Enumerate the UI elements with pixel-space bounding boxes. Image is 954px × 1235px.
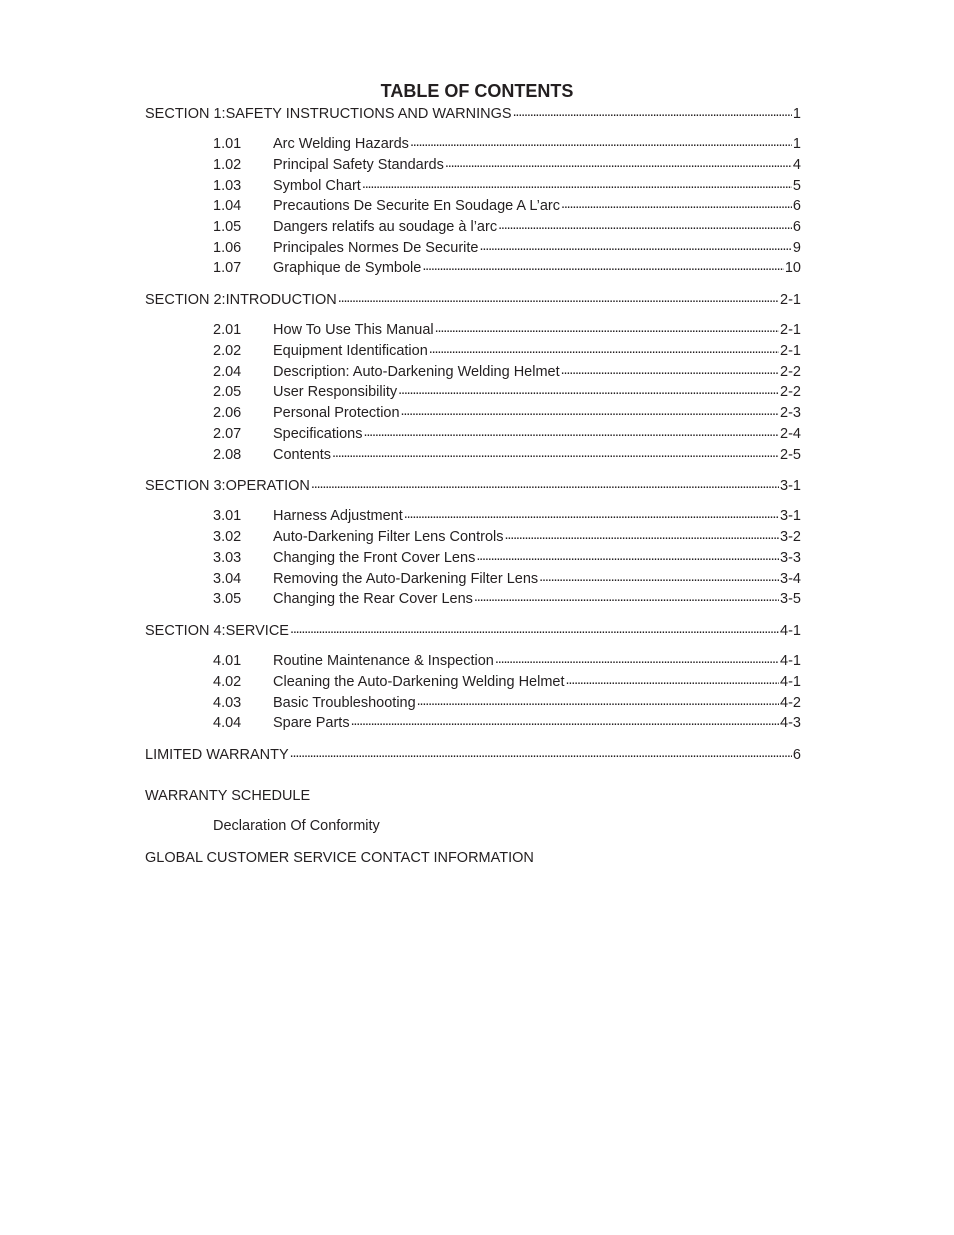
page-title: TABLE OF CONTENTS — [380, 81, 574, 101]
dot-leader — [410, 136, 792, 148]
toc-entry[interactable] — [145, 693, 801, 714]
toc-page — [145, 78, 801, 868]
toc-entry[interactable] — [145, 155, 801, 176]
page-number: 2-2 — [780, 363, 801, 380]
page-number: 4-1 — [780, 653, 801, 670]
toc-entry[interactable] — [145, 258, 801, 279]
dot-leader — [474, 591, 779, 603]
toc-entry[interactable] — [145, 362, 801, 383]
page-number: 4 — [792, 156, 801, 173]
toc-warranty-schedule[interactable]: WARRANTY SCHEDULE — [145, 787, 311, 804]
entry-number: 4.02 — [213, 673, 242, 690]
page-number: 2-1 — [780, 322, 801, 339]
toc-entry[interactable] — [145, 403, 801, 424]
entry-label: Arc Welding Hazards — [273, 136, 409, 153]
section-label: SECTION 2:INTRODUCTION — [145, 292, 337, 309]
dot-leader — [363, 426, 779, 438]
entry-label: Basic Troubleshooting — [273, 694, 416, 711]
entry-label: Spare Parts — [273, 715, 350, 732]
entry-number: 3.03 — [213, 549, 242, 566]
entry-label: Symbol Chart — [273, 177, 361, 194]
entry-label: Changing the Front Cover Lens — [273, 549, 476, 566]
toc-declaration-of-conformity[interactable]: Declaration Of Conformity — [213, 817, 380, 834]
entry-number: 3.01 — [213, 508, 242, 525]
dot-leader — [498, 219, 792, 231]
entry-number: 1.04 — [213, 198, 242, 215]
page-number: 1 — [792, 136, 801, 153]
toc-entry[interactable] — [145, 527, 801, 548]
dot-leader — [476, 550, 779, 562]
dot-leader — [332, 447, 779, 459]
entry-number: 1.06 — [213, 239, 242, 256]
entry-number: 1.03 — [213, 177, 242, 194]
dot-leader — [495, 653, 779, 665]
dot-leader — [404, 508, 779, 520]
toc-entry[interactable] — [145, 134, 801, 155]
page-number: 3-4 — [780, 570, 801, 587]
entry-label: Equipment Identification — [273, 343, 428, 360]
toc-entry[interactable] — [145, 341, 801, 362]
page-number: 1 — [792, 106, 801, 122]
dot-leader — [480, 240, 792, 252]
section-label: SECTION 1:SAFETY INSTRUCTIONS AND WARNINGS — [145, 106, 512, 122]
page-number: 3-5 — [780, 591, 801, 608]
entry-label: Changing the Rear Cover Lens — [273, 591, 473, 608]
toc-entry[interactable] — [145, 569, 801, 590]
dot-leader — [505, 529, 780, 541]
dot-leader — [338, 292, 779, 304]
entry-label: Principal Safety Standards — [273, 156, 444, 173]
dot-leader — [398, 384, 779, 396]
entry-label: Personal Protection — [273, 405, 400, 422]
dot-leader — [445, 157, 792, 169]
section-label: SECTION 4:SERVICE — [145, 622, 289, 639]
dot-leader — [401, 405, 779, 417]
entry-label: Cleaning the Auto-Darkening Welding Helmet — [273, 673, 565, 690]
toc-entry[interactable] — [145, 382, 801, 403]
entry-label: Harness Adjustment — [273, 508, 403, 525]
entry-number: 4.04 — [213, 715, 242, 732]
page-number: 3-2 — [780, 529, 801, 546]
toc-entry[interactable] — [145, 238, 801, 259]
entry-number: 2.01 — [213, 322, 242, 339]
page-number: 9 — [792, 239, 801, 256]
page-number: 3-1 — [780, 508, 801, 525]
dot-leader — [429, 343, 779, 355]
page-number: 4-1 — [780, 673, 801, 690]
toc-limited-warranty[interactable] — [145, 745, 801, 766]
page-number: 10 — [784, 260, 801, 277]
dot-leader — [311, 478, 779, 490]
page-number: 2-1 — [780, 343, 801, 360]
toc-entry[interactable] — [145, 651, 801, 672]
entry-number: 3.04 — [213, 570, 242, 587]
entry-number: 1.05 — [213, 219, 242, 236]
page-number: 2-1 — [780, 292, 801, 309]
entry-number: 1.02 — [213, 156, 242, 173]
entry-label: Precautions De Securite En Soudage A L’arc — [273, 198, 560, 215]
entry-label: User Responsibility — [273, 384, 398, 401]
page-number: 4-2 — [780, 694, 801, 711]
entry-number: 4.03 — [213, 694, 242, 711]
toc-entry[interactable] — [145, 548, 801, 569]
dot-leader — [351, 715, 779, 727]
page-number: 3-3 — [780, 549, 801, 566]
page-number: 2-5 — [780, 446, 801, 463]
page-number: 4-3 — [780, 715, 801, 732]
toc-entry[interactable] — [145, 424, 801, 445]
page-number: 5 — [792, 177, 801, 194]
page-number: 6 — [792, 746, 801, 763]
entry-label: Graphique de Symbole — [273, 260, 422, 277]
entry-label: Dangers relatifs au soudage à l’arc — [273, 219, 498, 236]
toc-section-1[interactable] — [145, 104, 801, 125]
toc-global-customer-service[interactable]: GLOBAL CUSTOMER SERVICE CONTACT INFORMATION — [145, 849, 534, 866]
dot-leader — [561, 198, 792, 210]
dot-leader — [513, 106, 792, 118]
entry-number: 2.08 — [213, 446, 242, 463]
entry-label: Description: Auto-Darkening Welding Helmet — [273, 363, 560, 380]
dot-leader — [435, 322, 779, 334]
entry-number: 2.05 — [213, 384, 242, 401]
section-label: SECTION 3:OPERATION — [145, 478, 310, 495]
dot-leader — [290, 747, 792, 759]
toc-entry[interactable] — [145, 713, 801, 734]
page-number: 4-1 — [780, 622, 801, 639]
page-number: 2-3 — [780, 405, 801, 422]
entry-number: 1.01 — [213, 136, 242, 153]
toc-entry[interactable] — [145, 672, 801, 693]
entry-label: Principales Normes De Securite — [273, 239, 479, 256]
entry-number: 3.02 — [213, 529, 242, 546]
toc-entry[interactable] — [145, 445, 801, 466]
dot-leader — [417, 695, 779, 707]
dot-leader — [566, 674, 780, 686]
toc-entry[interactable] — [145, 506, 801, 527]
entry-label: How To Use This Manual — [273, 322, 434, 339]
toc-section-2[interactable] — [145, 290, 801, 311]
entry-number: 2.02 — [213, 343, 242, 360]
entry-number: 2.06 — [213, 405, 242, 422]
toc-section-4[interactable] — [145, 621, 801, 642]
entry-label: Removing the Auto-Darkening Filter Lens — [273, 570, 539, 587]
page-number: 6 — [792, 198, 801, 215]
entry-number: 4.01 — [213, 653, 242, 670]
entry-label: Routine Maintenance & Inspection — [273, 653, 494, 670]
toc-entry[interactable] — [145, 589, 801, 610]
toc-entry[interactable] — [145, 320, 801, 341]
toc-entry[interactable] — [145, 196, 801, 217]
dot-leader — [422, 260, 784, 272]
entry-number: 2.04 — [213, 363, 242, 380]
entry-label: Auto-Darkening Filter Lens Controls — [273, 529, 504, 546]
page-number: 3-1 — [780, 478, 801, 495]
dot-leader — [539, 571, 779, 583]
toc-entry[interactable] — [145, 176, 801, 197]
dot-leader — [362, 178, 792, 190]
dot-leader — [290, 623, 779, 635]
page-number: 6 — [792, 219, 801, 236]
toc-entry[interactable] — [145, 217, 801, 238]
entry-number: 3.05 — [213, 591, 242, 608]
entry-label: Specifications — [273, 425, 363, 442]
page-number: 2-4 — [780, 425, 801, 442]
entry-label: Contents — [273, 446, 332, 463]
entry-number: 2.07 — [213, 425, 242, 442]
section-label: LIMITED WARRANTY — [145, 746, 289, 763]
dot-leader — [561, 364, 779, 376]
toc-section-3[interactable] — [145, 476, 801, 497]
page-number: 2-2 — [780, 384, 801, 401]
entry-number: 1.07 — [213, 260, 242, 277]
